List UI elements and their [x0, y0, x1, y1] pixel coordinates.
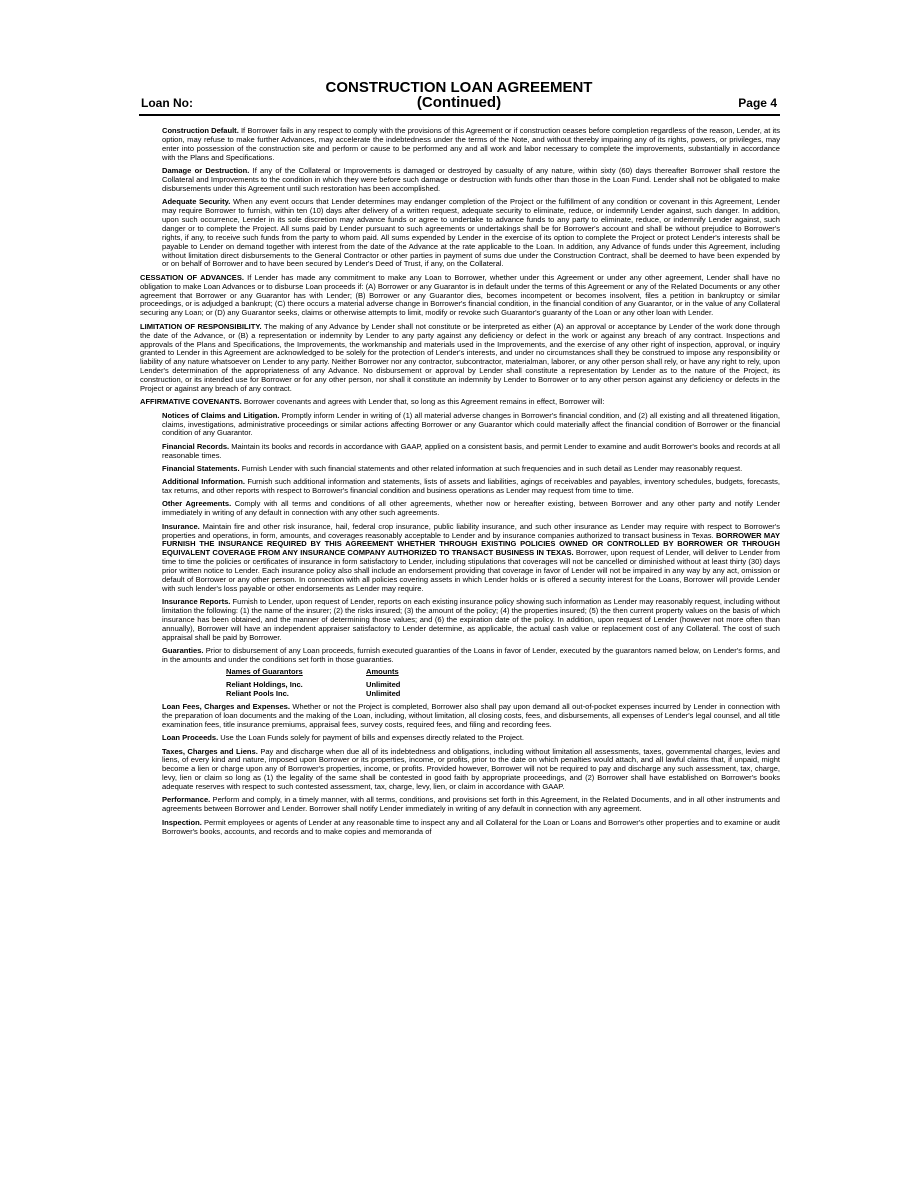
paragraph-heading: Additional Information.	[162, 477, 245, 487]
title-line-1: CONSTRUCTION LOAN AGREEMENT	[325, 79, 593, 96]
paragraph-emphasis: BORROWER MAY FURNISH THE INSURANCE REQUIRED BY THIS AGREEMENT WHETHER THROUGH EXISTING POLICIES OWNED OR CONTROLLED BY BORROWER OR THROUGH EQUIVALENT COVERAGE FROM ANY INSURANCE COMPANY AUTHORIZED TO TRANSACT BUSINESS IN TEXAS.	[162, 530, 780, 558]
paragraph-heading: Notices of Claims and Litigation.	[162, 410, 280, 420]
document-body	[140, 127, 780, 841]
paragraph-additional-information	[162, 478, 780, 496]
paragraph-heading: Loan Proceeds.	[162, 733, 219, 743]
paragraph-heading: Other Agreements.	[162, 499, 232, 509]
guarantor-name: Reliant Holdings, Inc.	[226, 679, 303, 689]
paragraph-loan-proceeds	[162, 734, 780, 743]
title-line-2: (Continued)	[416, 94, 502, 111]
paragraph-insurance-reports	[162, 598, 780, 643]
paragraph-heading: CESSATION OF ADVANCES.	[140, 272, 244, 282]
paragraph-text: If any of the Collateral or Improvements is damaged or destroyed by casualty of any nature, within sixty (60) days thereafter Borrower shall restore the Collateral and Improvements to the condition in which they were before such damage or destruction with funds other than those in the Loan Fund. Lender shall not be obligated to make disbursements under this Agreement until such restoration has been accomplished.	[162, 166, 780, 193]
paragraph-heading: Financial Records.	[162, 441, 230, 451]
paragraph-text: Prior to disbursement of any Loan proceeds, furnish executed guaranties of the Loans in favor of Lender, executed by the guarantors named below, on Lender's forms, and in the amounts and under the conditions set forth in those guaranties.	[162, 646, 780, 665]
column-header-amounts: Amounts	[366, 667, 399, 677]
guarantor-name: Reliant Pools Inc.	[226, 688, 289, 698]
paragraph-text: If Borrower fails in any respect to comply with the provisions of this Agreement or if construction ceases before completion regardless of the reason, Lender, at its option, may refuse to make further Advances, may accelerate the indebtedness under the terms of the Note, and without thereby impairing any of its rights, powers, or privileges, may enter into possession of the construction site and perform or cause to be performed any and all work and labor necessary to complete the improvements, substantially in accordance with the Plans and Specifications.	[162, 126, 780, 162]
paragraph-construction-default	[162, 127, 780, 163]
paragraph-limitation-of-responsibility	[140, 323, 780, 394]
paragraph-heading: Loan Fees, Charges and Expenses.	[162, 702, 290, 712]
paragraph-text: Maintain fire and other risk insurance, hail, federal crop insurance, public liability insurance, and such other insurance as Lender may require with respect to Borrower's properties and operations, in form, amounts, and coverages reasonably acceptable to Lender and by insurance companies authorized to transact business in Texas.	[162, 521, 780, 540]
paragraph-heading: LIMITATION OF RESPONSIBILITY.	[140, 321, 262, 331]
paragraph-damage-destruction	[162, 167, 780, 194]
header-divider	[139, 114, 780, 116]
paragraph-heading: Taxes, Charges and Liens.	[162, 746, 258, 756]
paragraph-text: Comply with all terms and conditions of all other agreements, whether now or hereafter existing, between Borrower and any other party and notify Lender immediately in writing of any default in connection with any other such agreements.	[162, 499, 780, 518]
paragraph-cessation-of-advances	[140, 274, 780, 319]
paragraph-text: The making of any Advance by Lender shall not constitute or be interpreted as either (A) an approval or acceptance by Lender of the work done through the date of the Advance, or (B) a representation or indemnity by Lender to any party against any deficiency or defect in the work or against any breach of any contract. Inspections and approvals of the Plans and Specifications, the Improvements, the workmanship and materials used in the Improvements, and the exercise of any other right of inspection, approval, or inquiry granted to Lender in this Agreement are acknowledged to be solely for the protection of Lender's interests, and under no circumstances shall they be construed to impose any responsibility or liability of any nature whatsoever on Lender to any party. Neither Borrower nor any contractor, subcontractor, materialman, laborer, or any other person shall rely, or have any right to rely, upon Lender's determination of the appropriateness of any Advance. No disbursement or approval by Lender shall constitute a representation by Lender as to the nature of the Project, its construction, or its intended use for Borrower or for any other person, nor shall it constitute an indemnity by Lender to Borrower or to any other person against any deficiency or defects in the Project or against any breach of any contract.	[140, 321, 780, 394]
paragraph-text: Pay and discharge when due all of its indebtedness and obligations, including without limitation all assessments, taxes, governmental charges, levies and liens, of every kind and nature, imposed upon Borrower or its properties, income, or profits, prior to the date on which penalties would attach, and all lawful claims that, if unpaid, might become a lien or charge upon any of Borrower's properties, income, or profits. Provided however, Borrower will not be required to pay and discharge any such assessment, tax, charge, levy, lien or claim so long as (1) the legality of the same shall be contested in good faith by appropriate proceedings, and (2) Borrower shall have established on Borrower's books adequate reserves with respect to such contested assessment, tax, charge, levy, lien, or claim in accordance with GAAP.	[162, 746, 780, 792]
paragraph-text: Furnish to Lender, upon request of Lender, reports on each existing insurance policy showing such information as Lender may reasonably request, including without limitation the following: (1) the name of the insurer; (2) the risks insured; (3) the amount of the policy; (4) the properties insured; (5) the then current property values on the basis of which insurance has been obtained, and the manner of determining those values; and (6) the expiration date of the policy. In addition, upon request of Lender (however not more often than annually), Borrower will have an independent appraiser satisfactory to Lender determine, as applicable, the actual cash value or replacement cost of any Collateral. The cost of such appraisal shall be paid by Borrower.	[162, 597, 780, 642]
paragraph-text: Maintain its books and records in accordance with GAAP, applied on a consistent basis, and permit Lender to examine and audit Borrower's books and records at all reasonable times.	[162, 441, 780, 460]
paragraph-loan-fees	[162, 703, 780, 730]
paragraph-taxes-charges-liens	[162, 748, 780, 793]
paragraph-guaranties	[162, 647, 780, 665]
document-title	[0, 80, 918, 110]
paragraph-heading: Financial Statements.	[162, 463, 240, 473]
paragraph-affirmative-covenants	[140, 398, 780, 407]
paragraph-text: Perform and comply, in a timely manner, with all terms, conditions, and provisions set forth in this Agreement, in the Related Documents, and in all other instruments and agreements between Borrower and Lender. Borrower shall notify Lender immediately in writing of any default in connection with any agreement.	[162, 795, 780, 814]
paragraph-text: Whether or not the Project is completed, Borrower also shall pay upon demand all out-of-pocket expenses incurred by Lender in connection with the preparation of loan documents and the making of the Loan, including, without limitation, all closing costs, fees, and disbursements, all expenses of Lender's legal counsel, and all title examination fees, title insurance premiums, appraisal fees, survey costs, required fees, and filing and recording fees.	[162, 702, 780, 729]
paragraph-text: Permit employees or agents of Lender at any reasonable time to inspect any and all Collateral for the Loan or Loans and Borrower's other properties and to examine or audit Borrower's books, accounts, and records and to make copies and memoranda of	[162, 817, 780, 836]
guarantor-amount: Unlimited	[366, 688, 401, 698]
paragraph-insurance	[162, 523, 780, 594]
paragraph-heading: Insurance Reports.	[162, 597, 231, 607]
paragraph-heading: Construction Default.	[162, 126, 239, 135]
paragraph-notices-of-claims	[162, 412, 780, 439]
guarantor-amount: Unlimited	[366, 679, 401, 689]
table-row	[226, 690, 400, 699]
paragraph-financial-statements	[162, 465, 780, 474]
paragraph-text: When any event occurs that Lender determines may endanger completion of the Project or the fulfillment of any condition or covenant in this Agreement, Lender may require Borrower to furnish, within ten (10) days after delivery of a written request, adequate security to eliminate, reduce, or indemnify Lender against, such danger. In addition, upon such occurrence, Lender in its sole discretion may advance funds or agree to undertake to advance funds to any party to eliminate, reduce, or indemnify Lender against, such danger or to complete the Project. All sums paid by Lender pursuant to such agreements or undertakings shall be for Borrower's account and shall be without prejudice to Borrower's rights, if any, to receive such funds from the party to whom paid. All sums expended by Lender in the exercise of its option to complete the Project or protect Lender's interests shall be payable to Lender on demand together with interest from the date of the Advance at the rate applicable to the Loan. In addition, any Advance of funds under this Agreement, including without limitation direct disbursements to the General Contractor or other parties in payment of sums due under the Construction Contract, shall be deemed to have been expended by or on behalf of Borrower and to have been secured by Lender's Deed of Trust, if any, on the Collateral.	[162, 197, 780, 269]
paragraph-financial-records	[162, 443, 780, 461]
paragraph-text: Borrower, upon request of Lender, will deliver to Lender from time to time the policies or certificates of insurance in form satisfactory to Lender, including stipulations that coverages will not be cancelled or diminished without at least thirty (30) days prior written notice to Lender. Each insurance policy also shall include an endorsement providing that coverage in favor of Lender will not be impaired in any way by any act, omission or default of Borrower or any other person. In connection with all policies covering assets in which Lender holds or is offered a security interest for the Loans, Borrower will provide Lender with such lender's loss payable or other endorsements as Lender may require.	[162, 548, 780, 593]
paragraph-heading: AFFIRMATIVE COVENANTS.	[140, 397, 242, 407]
paragraph-text: Promptly inform Lender in writing of (1) all material adverse changes in Borrower's financial condition, and (2) all existing and all threatened litigation, claims, investigations, administrative proceedings or similar actions affecting Borrower or any Guarantor which could materially affect the financial condition of Borrower or the financial condition of any Guarantor.	[162, 410, 780, 438]
paragraph-text: Furnish such additional information and statements, lists of assets and liabilities, agings of receivables and payables, inventory schedules, budgets, forecasts, tax returns, and other reports with respect to Borrower's financial condition and business operations as Lender may request from time to time.	[162, 477, 780, 496]
paragraph-text: Borrower covenants and agrees with Lender that, so long as this Agreement remains in effect, Borrower will:	[241, 397, 605, 407]
paragraph-text: If Lender has made any commitment to make any Loan to Borrower, whether under this Agreement or under any other agreement, Lender shall have no obligation to make Loan Advances or to disburse Loan proceeds if: (A) Borrower or any Guarantor is in default under the terms of this Agreement or any of the Related Documents or any other agreement that Borrower or any Guarantor has with Lender; (B) Borrower or any Guarantor dies, becomes incompetent or becomes insolvent, files a petition in bankruptcy or similar proceedings, or is adjudged a bankrupt; (C) there occurs a material adverse change in Borrower's financial condition, in the financial condition of any Guarantor, or in the value of any Collateral securing any Loan; or (D) any Guarantor seeks, claims or otherwise attempts to limit, modify or revoke such Guarantor's guaranty of the Loan or any other loan with Lender.	[140, 272, 781, 318]
paragraph-heading: Adequate Security.	[162, 197, 231, 207]
column-header-names: Names of Guarantors	[226, 667, 303, 677]
guarantors-table-header	[226, 668, 400, 677]
paragraph-heading: Performance.	[162, 795, 211, 805]
paragraph-inspection	[162, 819, 780, 837]
paragraph-heading: Inspection.	[162, 817, 202, 827]
paragraph-heading: Insurance.	[162, 521, 200, 531]
paragraph-heading: Guaranties.	[162, 646, 204, 656]
paragraph-other-agreements	[162, 500, 780, 518]
paragraph-heading: Damage or Destruction.	[162, 166, 250, 176]
loan-number-label: Loan No:	[141, 96, 193, 110]
page-number: Page 4	[738, 96, 777, 110]
paragraph-performance	[162, 796, 780, 814]
paragraph-adequate-security	[162, 198, 780, 269]
paragraph-text: Use the Loan Funds solely for payment of bills and expenses directly related to the Project.	[218, 733, 525, 743]
guarantors-table	[226, 668, 780, 699]
paragraph-text: Furnish Lender with such financial statements and other related information at such frequencies and in such detail as Lender may reasonably request.	[239, 463, 743, 473]
